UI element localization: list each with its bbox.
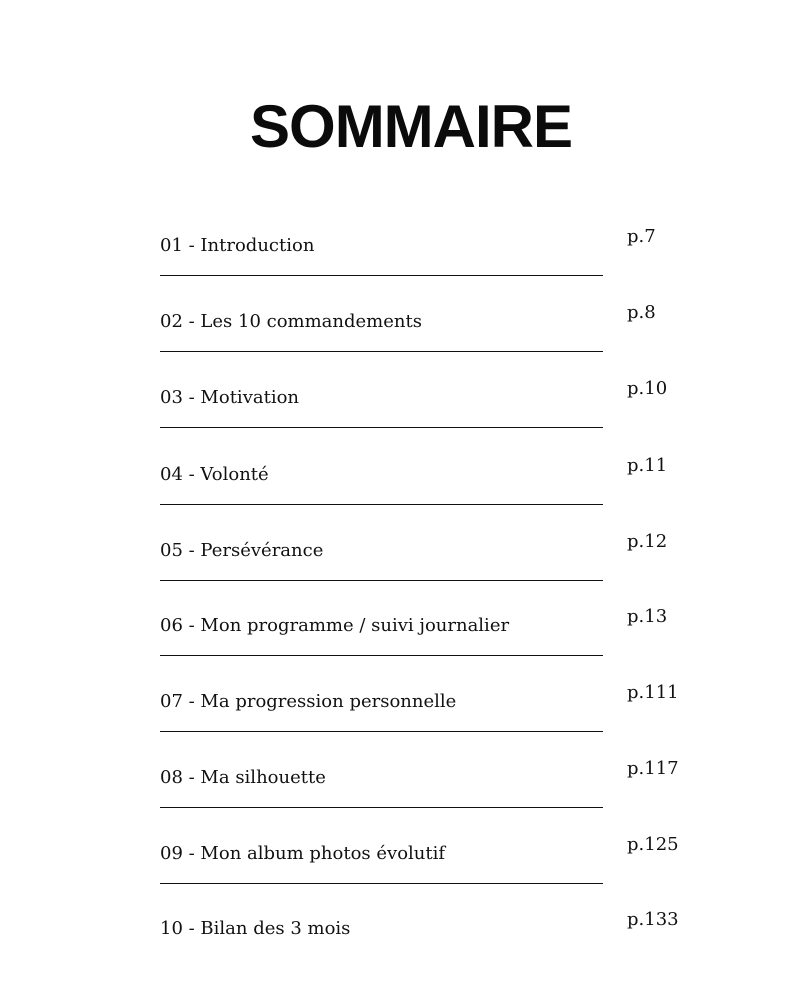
toc-entry-07[interactable] [0, 682, 800, 766]
toc-entry-label: 03 - Motivation [160, 387, 300, 408]
toc-entry-08[interactable] [0, 758, 800, 842]
toc-entry-page: p.12 [627, 531, 668, 552]
toc-entry-page: p.11 [627, 455, 668, 476]
toc-divider [160, 275, 603, 276]
toc-entry-label: 02 - Les 10 commandements [160, 311, 422, 332]
toc-entry-page: p.133 [627, 909, 679, 930]
toc-entry-05[interactable] [0, 531, 800, 615]
toc-entry-label: 09 - Mon album photos évolutif [160, 843, 446, 864]
toc-entry-04[interactable] [0, 455, 800, 539]
toc-entry-06[interactable] [0, 606, 800, 690]
toc-divider [160, 731, 603, 732]
toc-entry-page: p.7 [627, 226, 656, 247]
toc-divider [160, 580, 603, 581]
toc-divider [160, 427, 603, 428]
toc-entry-01[interactable] [0, 226, 800, 310]
toc-entry-label: 07 - Ma progression personnelle [160, 691, 457, 712]
toc-entry-09[interactable] [0, 834, 800, 918]
toc-entry-page: p.125 [627, 834, 679, 855]
toc-divider [160, 807, 603, 808]
toc-entry-02[interactable] [0, 302, 800, 386]
toc-entry-page: p.111 [627, 682, 679, 703]
toc-entry-label: 10 - Bilan des 3 mois [160, 918, 351, 939]
toc-entry-03[interactable] [0, 378, 800, 462]
toc-entry-page: p.117 [627, 758, 679, 779]
toc-divider [160, 883, 603, 884]
toc-entry-page: p.8 [627, 302, 656, 323]
toc-divider [160, 504, 603, 505]
toc-entry-10[interactable] [0, 909, 800, 993]
toc-entry-label: 08 - Ma silhouette [160, 767, 326, 788]
toc-divider [160, 351, 603, 352]
toc-entry-label: 06 - Mon programme / suivi journalier [160, 615, 510, 636]
toc-entry-label: 01 - Introduction [160, 235, 315, 256]
toc-divider [160, 655, 603, 656]
toc-entry-label: 05 - Persévérance [160, 540, 324, 561]
page-title: SOMMAIRE [250, 93, 572, 160]
toc-entry-label: 04 - Volonté [160, 464, 269, 485]
toc-entry-page: p.13 [627, 606, 668, 627]
toc-entry-page: p.10 [627, 378, 668, 399]
